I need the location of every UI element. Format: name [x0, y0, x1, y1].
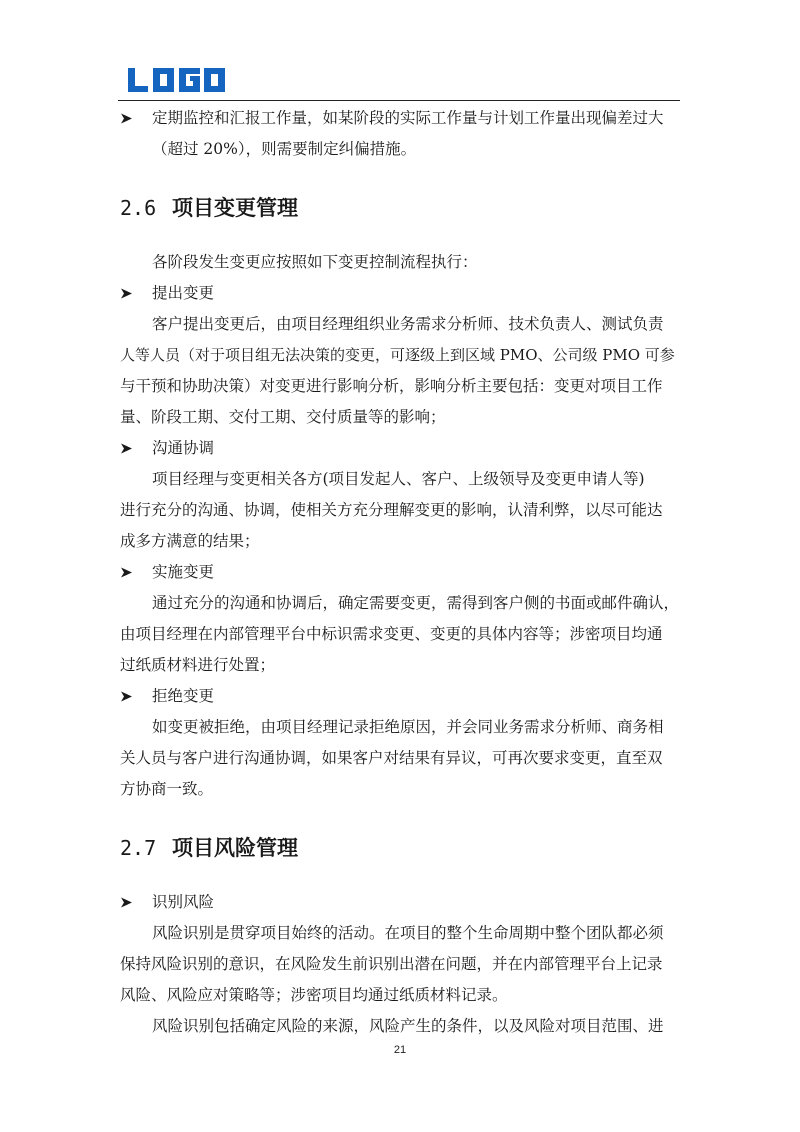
- section-title: 项目变更管理: [172, 196, 298, 220]
- section-heading: [120, 829, 682, 867]
- paragraph-line: 通过充分的沟通和协调后，确定需要变更，需得到客户侧的书面或邮件确认，: [152, 594, 680, 612]
- arrowhead-bullet-icon: [120, 681, 134, 712]
- paragraph-line: 客户提出变更后，由项目经理组织业务需求分析师、技术负责人、测试负责: [152, 315, 664, 333]
- paragraph-line: 风险识别是贯穿项目始终的活动。在项目的整个生命周期中整个团队都必须: [152, 924, 664, 942]
- bullet-item: [120, 103, 682, 134]
- paragraph-line: 人等人员（对于项目组无法决策的变更，可逐级上到区域 PMO、公司级 PMO 可参: [120, 346, 675, 364]
- bullet-item: [120, 557, 682, 588]
- paragraph-line: 关人员与客户进行沟通协调，如果客户对结果有异议，可再次要求变更，直至双: [120, 749, 663, 767]
- bullet-text-continuation: （超过 20%），则需要制定纠偏措施。: [152, 140, 417, 158]
- paragraph-line: 量、阶段工期、交付工期、交付质量等的影响；: [120, 408, 446, 426]
- paragraph-line: 与干预和协助决策）对变更进行影响分析，影响分析主要包括：变更对项目工作: [120, 377, 663, 395]
- bullet-label: 识别风险: [152, 893, 215, 911]
- section-intro: 各阶段发生变更应按照如下变更控制流程执行：: [152, 253, 478, 271]
- bullet-text: 定期监控和汇报工作量，如某阶段的实际工作量与计划工作量出现偏差过大: [152, 109, 664, 127]
- paragraph-line: 进行充分的沟通、协调，使相关方充分理解变更的影响，认清利弊，以尽可能达: [120, 501, 663, 519]
- paragraph-line: 保持风险识别的意识，在风险发生前识别出潜在问题，并在内部管理平台上记录: [120, 955, 663, 973]
- section-number: 2.7: [120, 836, 157, 860]
- bullet-item: [120, 278, 682, 309]
- paragraph-line: 项目经理与变更相关各方(项目发起人、客户、上级领导及变更申请人等): [152, 470, 645, 488]
- bullet-label: 拒绝变更: [152, 687, 215, 705]
- arrowhead-bullet-icon: [120, 557, 134, 588]
- logo-graphic: [124, 60, 230, 98]
- bullet-label: 沟通协调: [152, 439, 215, 457]
- paragraph-line: 如变更被拒绝，由项目经理记录拒绝原因，并会同业务需求分析师、商务相: [152, 718, 664, 736]
- paragraph-line: 过纸质材料进行处置；: [120, 656, 276, 674]
- arrowhead-bullet-icon: [120, 887, 134, 918]
- section-heading: [120, 189, 682, 227]
- bullet-label: 提出变更: [152, 284, 215, 302]
- paragraph-line: 成多方满意的结果；: [120, 532, 260, 550]
- bullet-label: 实施变更: [152, 563, 215, 581]
- company-logo: [124, 60, 230, 98]
- section-number: 2.6: [120, 196, 157, 220]
- bullet-item: [120, 433, 682, 464]
- arrowhead-bullet-icon: [120, 103, 134, 134]
- section-title: 项目风险管理: [172, 836, 298, 860]
- arrowhead-bullet-icon: [120, 433, 134, 464]
- paragraph-line: 风险识别包括确定风险的来源，风险产生的条件，以及风险对项目范围、进: [152, 1017, 664, 1035]
- bullet-item: [120, 681, 682, 712]
- paragraph-line: 方协商一致。: [120, 780, 214, 798]
- bullet-item: [120, 887, 682, 918]
- header-divider: [118, 100, 680, 101]
- paragraph-line: 由项目经理在内部管理平台中标识需求变更、变更的具体内容等；涉密项目均通: [120, 625, 663, 643]
- paragraph-line: 风险、风险应对策略等；涉密项目均通过纸质材料记录。: [120, 986, 508, 1004]
- arrowhead-bullet-icon: [120, 278, 134, 309]
- page-number: 21: [393, 1044, 407, 1056]
- page-content: [120, 103, 682, 1042]
